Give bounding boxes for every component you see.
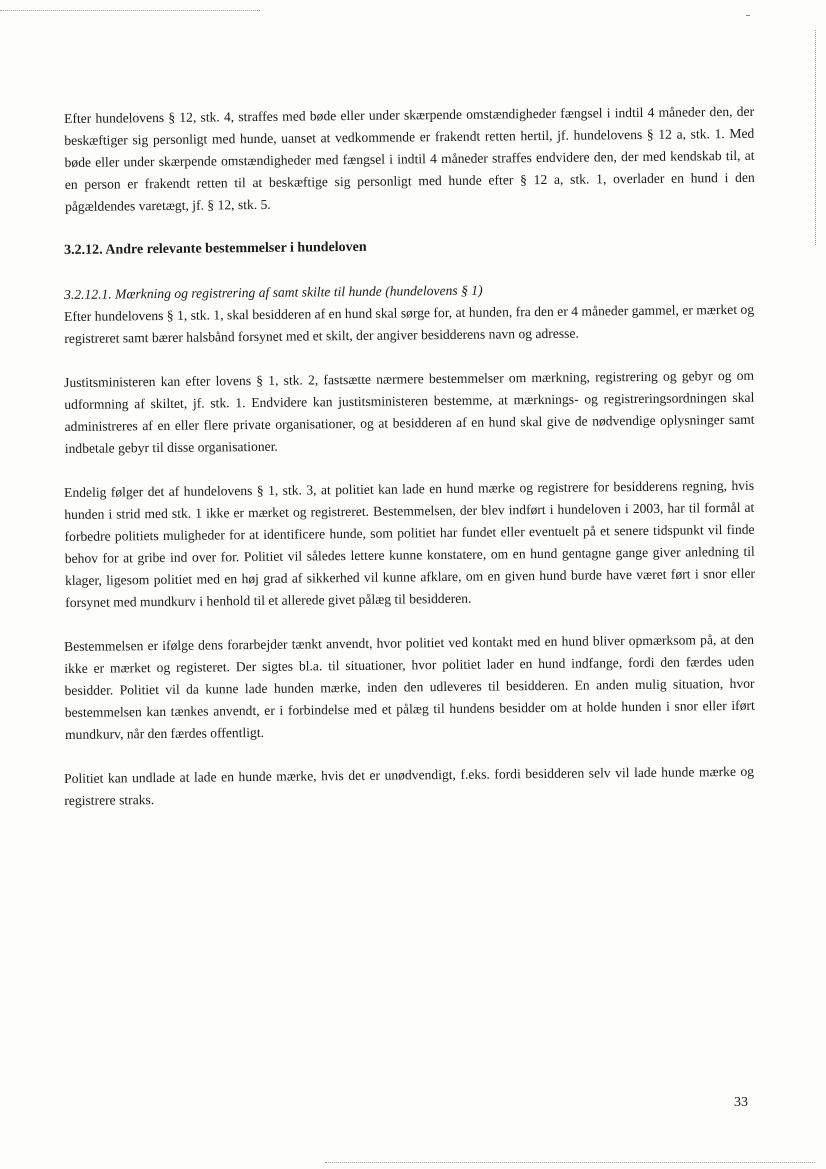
paragraph: Justitsministeren kan efter lovens § 1, stk. 2, fastsætte nærmere bestemmelser om mærkning, registrering og gebyr og om udformning af skiltet, jf. stk. 1. Endvidere kan justitsministeren bestemme, at mærknings- og registreringsordningen skal administreres af en eller flere private organisationer, og at besidderen af en hund skal give de nødvendige oplysninger samt indbetale gebyr til disse organisationer.: [64, 367, 755, 456]
paragraph: Efter hundelovens § 12, stk. 4, straffes med bøde eller under skærpende omstændigheder fængsel i indtil 4 måneder den, der beskæftiger sig personligt med hunde, uanset at vedkommende er frakendt retten hertil, jf. hundelovens § 12 a, stk. 1. Med bøde eller under skærpende omstændigheder med fængsel i indtil 4 måneder straffes endvidere den, der med kendskab til, at en person er frakendt retten til at beskæftige sig personligt med hunde efter § 12 a, stk. 1, overlader en hund i den pågældendes varetægt, jf. § 12, stk. 5.: [64, 103, 755, 214]
page-number: 33: [734, 1095, 748, 1110]
paragraph: Efter hundelovens § 1, stk. 1, skal besidderen af en hund skal sørge for, at hunden, fra den er 4 måneder gammel, er mærket og registreret samt bærer halsbånd forsynet med et skilt, der angiver besidderens navn og adresse.: [64, 301, 755, 346]
scan-artifact-right: [815, 30, 816, 245]
paragraph: Politiet kan undlade at lade en hunde mærke, hvis det er unødvendigt, f.eks. fordi besidderen selv vil lade hunde mærke og registrere straks.: [64, 763, 755, 808]
paragraph: Endelig følger det af hundelovens § 1, stk. 3, at politiet kan lade en hund mærke og registrere for besidderens regning, hvis hunden i strid med stk. 1 ikke er mærket og registreret. Bestemmelsen, der blev indført i hundeloven i 2003, har til formål at forbedre politiets muligheder for at identificere hunde, som politiet har fundet eller eventuelt på et senere tidspunkt vil finde behov for at gribe ind over for. Politiet vil således lettere kunne konstatere, om en hund gentagne gange giver anledning til klager, ligesom politiet med en høj grad af sikkerhed vil kunne afklare, om en given hund burde have været ført i snor eller forsynet med mundkurv i henhold til et allerede givet pålæg til besidderen.: [64, 477, 756, 610]
section-heading: 3.2.12. Andre relevante bestemmelser i hundeloven: [64, 239, 367, 258]
subsection-heading: 3.2.12.1. Mærkning og registrering af samt skilte til hunde (hundelovens § 1): [64, 282, 483, 302]
scan-artifact-mark: [746, 15, 750, 16]
scan-artifact-top: [0, 10, 260, 11]
scan-artifact-bottom: [325, 1162, 815, 1163]
paragraph: Bestemmelsen er ifølge dens forarbejder tænkt anvendt, hvor politiet ved kontakt med en hund bliver opmærksom på, at den ikke er mærket og registeret. Der sigtes bl.a. til situationer, hvor politiet lader en hund indfange, fordi den færdes uden besidder. Politiet vil da kunne lade hunden mærke, inden den udleveres til besidderen. En anden mulig situation, hvor bestemmelsen kan tænkes anvendt, er i forbindelse med et pålæg til hundens besidder om at holde hunden i snor eller iført mundkurv, når den færdes offentligt.: [64, 631, 755, 742]
document-body: [64, 103, 756, 812]
